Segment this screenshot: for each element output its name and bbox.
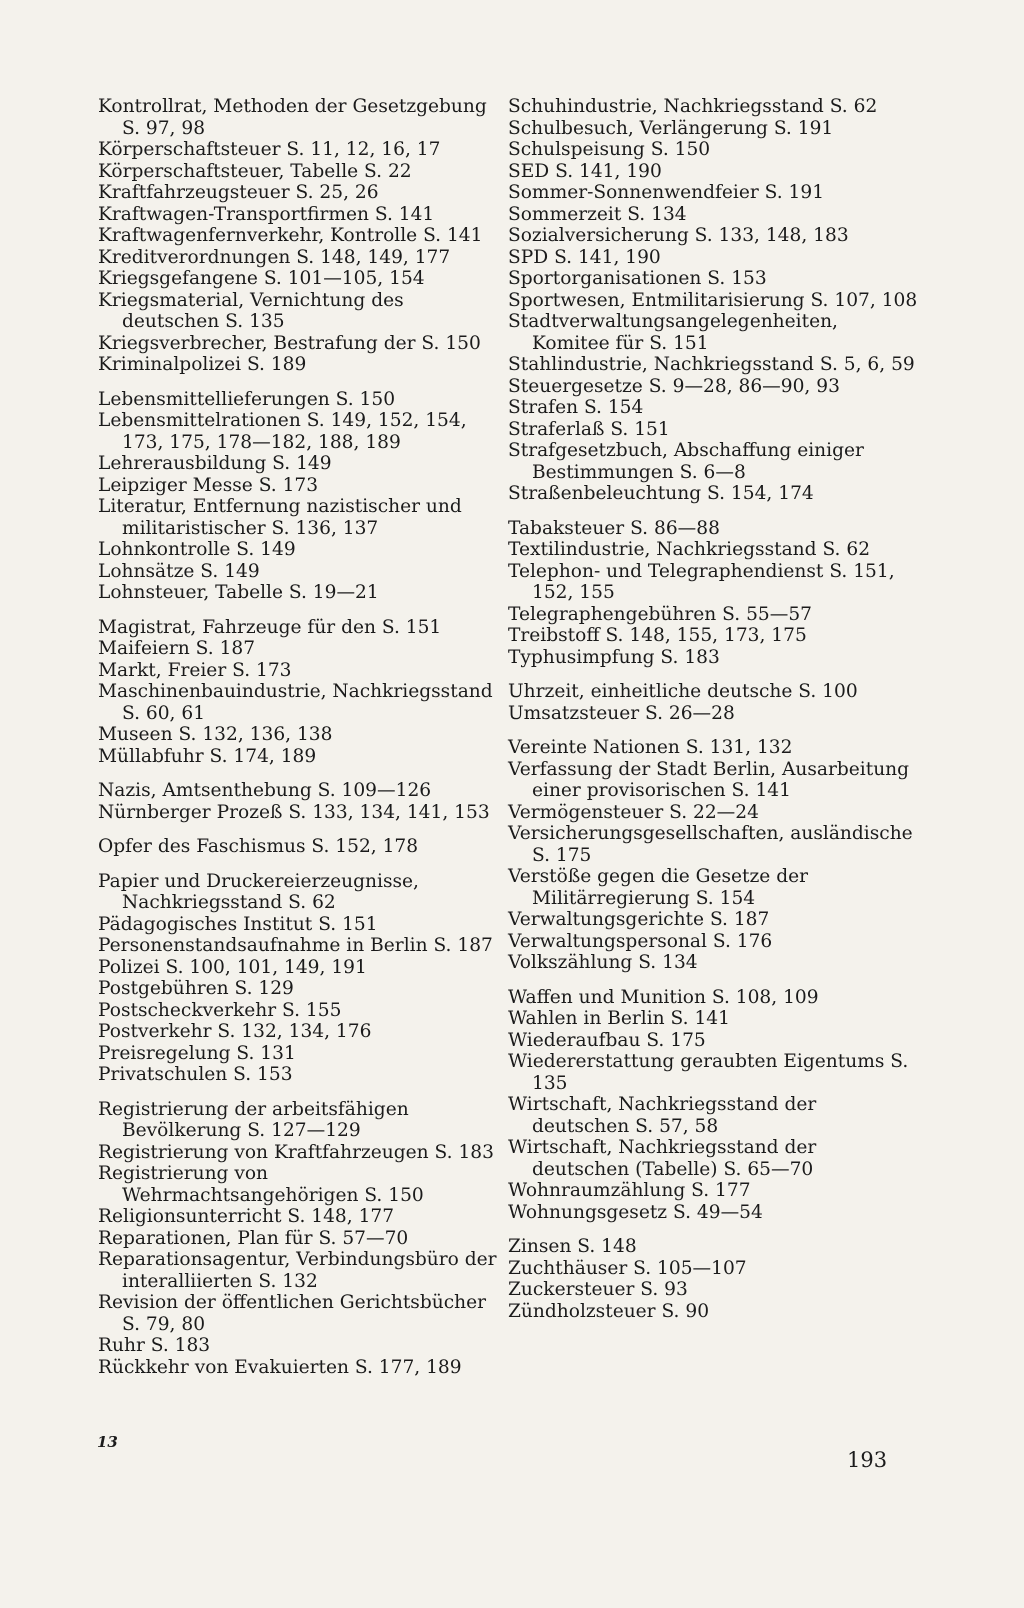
- index-entry: Kriegsgefangene S. 101—105, 154: [98, 268, 425, 289]
- index-entry: Lebensmittellieferungen S. 150: [98, 388, 396, 410]
- index-letter-group: [508, 987, 918, 1224]
- index-entry: Maschinenbauindustrie, Nachkriegsstand S. 60, 61: [98, 681, 493, 724]
- index-entry: Wirtschaft, Nachkriegsstand der deutschen (Tabelle) S. 65—70: [508, 1137, 817, 1180]
- index-entry: Vereinte Nationen S. 131, 132: [508, 737, 793, 758]
- index-entry: Zuchthäuser S. 105—107: [508, 1257, 747, 1279]
- index-entry: Opfer des Faschismus S. 152, 178: [98, 836, 419, 857]
- index-entry: Kriegsmaterial, Vernichtung des deutschen S. 135: [98, 289, 404, 332]
- index-entry: Textilindustrie, Nachkriegsstand S. 62: [508, 539, 871, 560]
- index-letter-group: [508, 96, 918, 505]
- index-entry: Kraftwagen-Transportfirmen S. 141: [98, 203, 435, 225]
- index-entry: Wahlen in Berlin S. 141: [508, 1008, 730, 1029]
- index-entry: Körperschaftsteuer S. 11, 12, 16, 17: [98, 139, 441, 160]
- index-entry: Leipziger Messe S. 173: [98, 474, 319, 496]
- index-letter-group: [98, 1099, 498, 1379]
- index-entry: Religionsunterricht S. 148, 177: [98, 1206, 395, 1227]
- index-entry: Strafgesetzbuch, Abschaffung einiger Bestimmungen S. 6—8: [508, 440, 864, 483]
- index-letter-group: [98, 836, 498, 858]
- index-entry: Körperschaftsteuer, Tabelle S. 22: [98, 160, 412, 182]
- index-entry: Kriegsverbrecher, Bestrafung der S. 150: [98, 332, 481, 354]
- index-entry: SED S. 141, 190: [508, 160, 662, 182]
- index-entry: Strafen S. 154: [508, 397, 644, 418]
- index-entry: Schulbesuch, Verlängerung S. 191: [508, 117, 834, 139]
- index-entry: Tabaksteuer S. 86—88: [508, 517, 720, 539]
- index-entry: Verstöße gegen die Gesetze der Militärregierung S. 154: [508, 866, 808, 909]
- signature-mark: 13: [97, 1433, 118, 1451]
- index-entry: Typhusimpfung S. 183: [508, 646, 720, 668]
- index-entry: Reparationen, Plan für S. 57—70: [98, 1227, 409, 1249]
- index-entry: Registrierung von Kraftfahrzeugen S. 183: [98, 1141, 494, 1163]
- index-entry: Verfassung der Stadt Berlin, Ausarbeitung einer provisorischen S. 141: [508, 758, 910, 801]
- index-entry: Postscheckverkehr S. 155: [98, 999, 342, 1021]
- index-column-right: [508, 96, 918, 1335]
- index-entry: Zuckersteuer S. 93: [508, 1279, 688, 1300]
- index-entry: Verwaltungsgerichte S. 187: [508, 909, 770, 930]
- index-entry: Vermögensteuer S. 22—24: [508, 801, 759, 823]
- index-entry: Lohnkontrolle S. 149: [98, 539, 296, 560]
- index-entry: Postgebühren S. 129: [98, 978, 294, 999]
- index-entry: Museen S. 132, 136, 138: [98, 724, 333, 745]
- index-entry: Verwaltungspersonal S. 176: [508, 930, 773, 952]
- index-letter-group: [98, 96, 498, 376]
- index-entry: Versicherungsgesellschaften, ausländische S. 175: [508, 823, 913, 866]
- index-entry: Postverkehr S. 132, 134, 176: [98, 1021, 372, 1042]
- index-entry: Steuergesetze S. 9—28, 86—90, 93: [508, 375, 840, 397]
- index-entry: Sommer-Sonnenwendfeier S. 191: [508, 182, 825, 203]
- index-entry: Umsatzsteuer S. 26—28: [508, 702, 735, 724]
- index-entry: Lehrerausbildung S. 149: [98, 453, 332, 474]
- index-entry: Telephon- und Telegraphendienst S. 151, 152, 155: [508, 560, 895, 603]
- index-entry: Revision der öffentlichen Gerichtsbücher S. 79, 80: [98, 1292, 487, 1335]
- index-entry: Straßenbeleuchtung S. 154, 174: [508, 483, 814, 504]
- index-entry: Kraftfahrzeugsteuer S. 25, 26: [98, 182, 379, 203]
- index-entry: Wiedererstattung geraubten Eigentums S. 135: [508, 1051, 909, 1094]
- index-entry: Sportorganisationen S. 153: [508, 268, 767, 289]
- index-entry: Schuhindustrie, Nachkriegsstand S. 62: [508, 96, 878, 117]
- index-entry: Treibstoff S. 148, 155, 173, 175: [508, 625, 807, 646]
- index-entry: Telegraphengebühren S. 55—57: [508, 603, 812, 625]
- index-entry: Markt, Freier S. 173: [98, 659, 292, 681]
- index-entry: Pädagogisches Institut S. 151: [98, 913, 378, 935]
- index-entry: Müllabfuhr S. 174, 189: [98, 745, 317, 767]
- page-number: 193: [847, 1448, 888, 1472]
- index-letter-group: [98, 617, 498, 768]
- index-entry: Straferlaß S. 151: [508, 418, 670, 440]
- index-entry: Nürnberger Prozeß S. 133, 134, 141, 153: [98, 801, 490, 823]
- index-entry: Registrierung von Wehrmachtsangehörigen S. 150: [98, 1163, 424, 1206]
- index-entry: Wohnraumzählung S. 177: [508, 1180, 751, 1201]
- index-entry: Stahlindustrie, Nachkriegsstand S. 5, 6, 59: [508, 354, 915, 375]
- index-entry: Schulspeisung S. 150: [508, 139, 711, 160]
- index-entry: Lebensmittelrationen S. 149, 152, 154, 173, 175, 178—182, 188, 189: [98, 410, 467, 453]
- index-entry: Registrierung der arbeitsfähigen Bevölkerung S. 127—129: [98, 1098, 409, 1141]
- index-entry: Sommerzeit S. 134: [508, 203, 687, 225]
- index-entry: Wirtschaft, Nachkriegsstand der deutschen S. 57, 58: [508, 1094, 817, 1137]
- index-letter-group: [508, 737, 918, 974]
- index-entry: Personenstandsaufnahme in Berlin S. 187: [98, 935, 493, 956]
- index-letter-group: [508, 1236, 918, 1322]
- index-entry: Rückkehr von Evakuierten S. 177, 189: [98, 1356, 462, 1378]
- index-letter-group: [98, 871, 498, 1086]
- index-entry: Stadtverwaltungsangelegenheiten, Komitee für S. 151: [508, 311, 838, 354]
- index-entry: Ruhr S. 183: [98, 1335, 211, 1356]
- index-entry: Zinsen S. 148: [508, 1236, 637, 1257]
- index-entry: Lohnsteuer, Tabelle S. 19—21: [98, 582, 379, 603]
- index-letter-group: [508, 681, 918, 724]
- index-entry: Magistrat, Fahrzeuge für den S. 151: [98, 616, 442, 638]
- index-entry: Sportwesen, Entmilitarisierung S. 107, 108: [508, 289, 918, 311]
- index-entry: Literatur, Entfernung nazistischer und militaristischer S. 136, 137: [98, 496, 462, 539]
- index-entry: Kontrollrat, Methoden der Gesetzgebung S. 97, 98: [98, 96, 487, 139]
- index-letter-group: [98, 780, 498, 823]
- index-entry: Uhrzeit, einheitliche deutsche S. 100: [508, 681, 858, 702]
- index-entry: Reparationsagentur, Verbindungsbüro der interalliierten S. 132: [98, 1249, 497, 1292]
- index-entry: Wiederaufbau S. 175: [508, 1029, 706, 1051]
- index-entry: Waffen und Munition S. 108, 109: [508, 986, 819, 1008]
- index-entry: Wohnungsgesetz S. 49—54: [508, 1201, 763, 1223]
- index-entry: Kriminalpolizei S. 189: [98, 354, 307, 375]
- index-entry: Papier und Druckereierzeugnisse, Nachkriegsstand S. 62: [98, 870, 419, 913]
- index-entry: Privatschulen S. 153: [98, 1064, 293, 1085]
- index-entry: Volkszählung S. 134: [508, 952, 698, 973]
- index-entry: Maifeiern S. 187: [98, 638, 256, 659]
- index-entry: Nazis, Amtsenthebung S. 109—126: [98, 780, 432, 801]
- index-entry: SPD S. 141, 190: [508, 246, 661, 268]
- index-entry: Sozialversicherung S. 133, 148, 183: [508, 225, 849, 246]
- index-entry: Polizei S. 100, 101, 149, 191: [98, 956, 367, 978]
- index-entry: Preisregelung S. 131: [98, 1042, 296, 1064]
- index-letter-group: [98, 389, 498, 604]
- index-entry: Kreditverordnungen S. 148, 149, 177: [98, 246, 451, 268]
- index-letter-group: [508, 518, 918, 669]
- index-entry: Lohnsätze S. 149: [98, 560, 260, 582]
- index-entry: Zündholzsteuer S. 90: [508, 1300, 710, 1322]
- index-entry: Kraftwagenfernverkehr, Kontrolle S. 141: [98, 225, 483, 246]
- index-column-left: [98, 96, 498, 1391]
